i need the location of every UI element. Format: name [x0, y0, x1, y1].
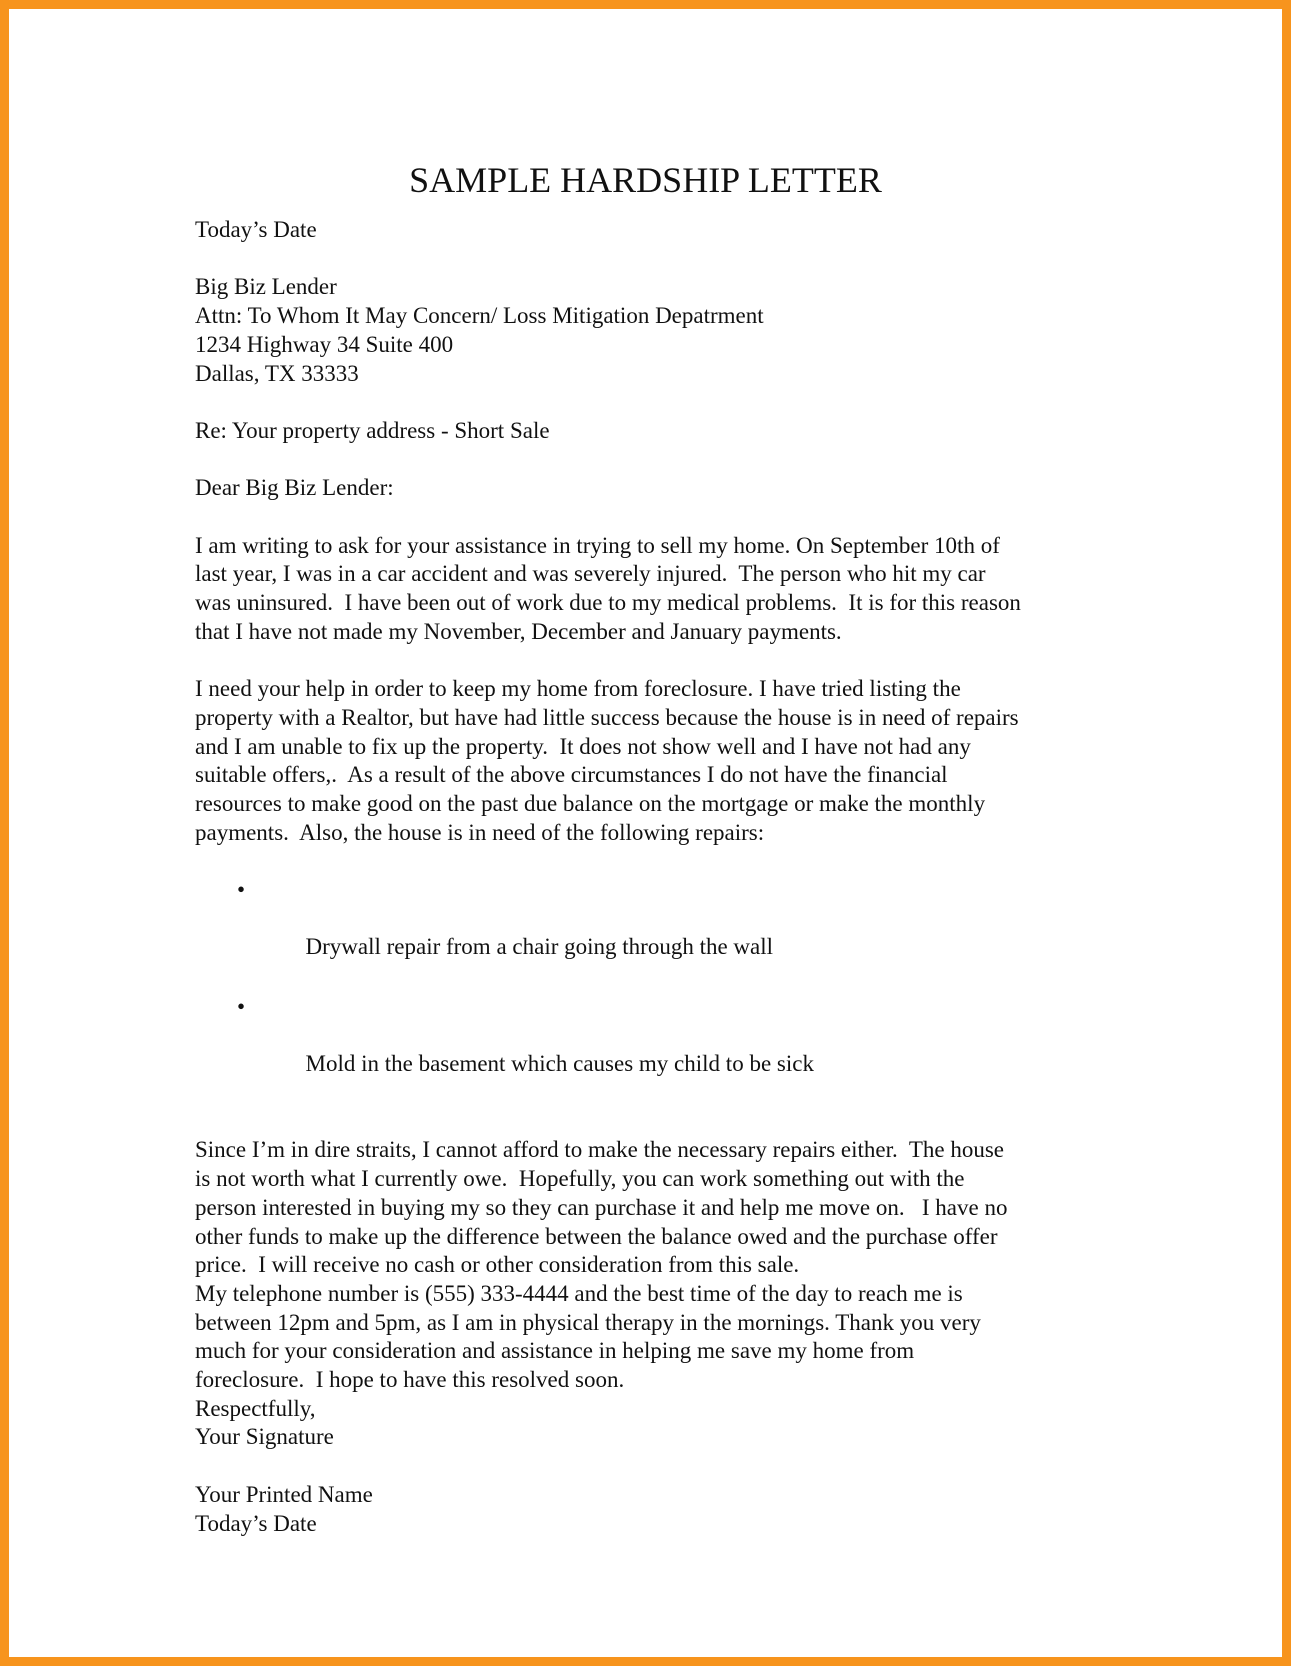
paragraph-line: I need your help in order to keep my home from foreclosure. I have tried listing the: [195, 676, 961, 702]
recipient-city: Dallas, TX 33333: [195, 360, 359, 386]
closing: Respectfully,: [195, 1395, 316, 1421]
repair-item-text: Mold in the basement which causes my child to be sick: [305, 1051, 814, 1077]
paragraph-line: I am writing to ask for your assistance in trying to sell my home. On September 10th of: [195, 532, 1000, 558]
spacer: [195, 388, 1145, 417]
paragraph-line: foreclosure. I hope to have this resolved soon.: [195, 1367, 625, 1393]
paragraph-2: [195, 675, 1145, 847]
spacer: [195, 847, 1145, 876]
paragraph-line: price. I will receive no cash or other consideration from this sale.: [195, 1252, 800, 1278]
letter-title: SAMPLE HARDSHIP LETTER: [409, 160, 882, 200]
paragraph-line: between 12pm and 5pm, as I am in physical therapy in the mornings. Thank you very: [195, 1309, 981, 1335]
paragraph-line: is not worth what I currently owe. Hopefully, you can work something out with the: [195, 1166, 965, 1192]
spacer: [195, 245, 1145, 274]
paragraph-line: that I have not made my November, December and January payments.: [195, 618, 842, 644]
paragraph-line: suitable offers,. As a result of the above circumstances I do not have the financial: [195, 762, 948, 788]
paragraph-line: and I am unable to fix up the property. It does not show well and I have not had any: [195, 733, 971, 759]
paragraph-line: payments. Also, the house is in need of the following repairs:: [195, 819, 765, 845]
paragraph-line: resources to make good on the past due balance on the mortgage or make the monthly: [195, 790, 986, 816]
list-item: [195, 993, 1145, 1108]
spacer: [195, 646, 1145, 675]
repairs-list: [195, 876, 1145, 1108]
paragraph-line: My telephone number is (555) 333-4444 and the best time of the day to reach me is: [195, 1280, 963, 1306]
paragraph-line: property with a Realtor, but have had little success because the house is in need of repairs: [195, 704, 1019, 730]
letter-body: [195, 216, 1145, 1538]
bullet-icon: •: [237, 877, 246, 903]
title-wrap: [0, 160, 1291, 200]
bullet-icon: •: [237, 993, 246, 1019]
paragraph-line: person interested in buying my so they can purchase it and help me move on. I have no: [195, 1194, 1008, 1220]
list-item: [195, 876, 1145, 991]
paragraph-line: was uninsured. I have been out of work due to my medical problems. It is for this reason: [195, 590, 1021, 616]
paragraph-line: much for your consideration and assistance in helping me save my home from: [195, 1338, 915, 1364]
recipient-name: Big Biz Lender: [195, 274, 337, 300]
paragraph-3: [195, 1136, 1145, 1394]
printed-name: Your Printed Name: [195, 1481, 373, 1507]
salutation: Dear Big Biz Lender:: [195, 475, 394, 501]
recipient-street: 1234 Highway 34 Suite 400: [195, 331, 454, 357]
closing-date: Today’s Date: [195, 1510, 317, 1536]
paragraph-1: [195, 532, 1145, 647]
recipient-address: [195, 273, 1145, 388]
spacer: [195, 1108, 1145, 1137]
recipient-attn: Attn: To Whom It May Concern/ Loss Mitigation Depatrment: [195, 303, 764, 329]
paragraph-line: last year, I was in a car accident and was severely injured. The person who hit my car: [195, 561, 986, 587]
re-line: Re: Your property address - Short Sale: [195, 417, 550, 443]
paragraph-line: other funds to make up the difference between the balance owed and the purchase offer: [195, 1223, 998, 1249]
paragraph-line: Since I’m in dire straits, I cannot afford to make the necessary repairs either. The house: [195, 1137, 1004, 1163]
date-line: Today’s Date: [195, 217, 317, 242]
spacer: [195, 1452, 1145, 1481]
spacer: [195, 503, 1145, 532]
signature: Your Signature: [195, 1424, 334, 1450]
spacer: [195, 446, 1145, 475]
repair-item-text: Drywall repair from a chair going through the wall: [305, 934, 774, 960]
